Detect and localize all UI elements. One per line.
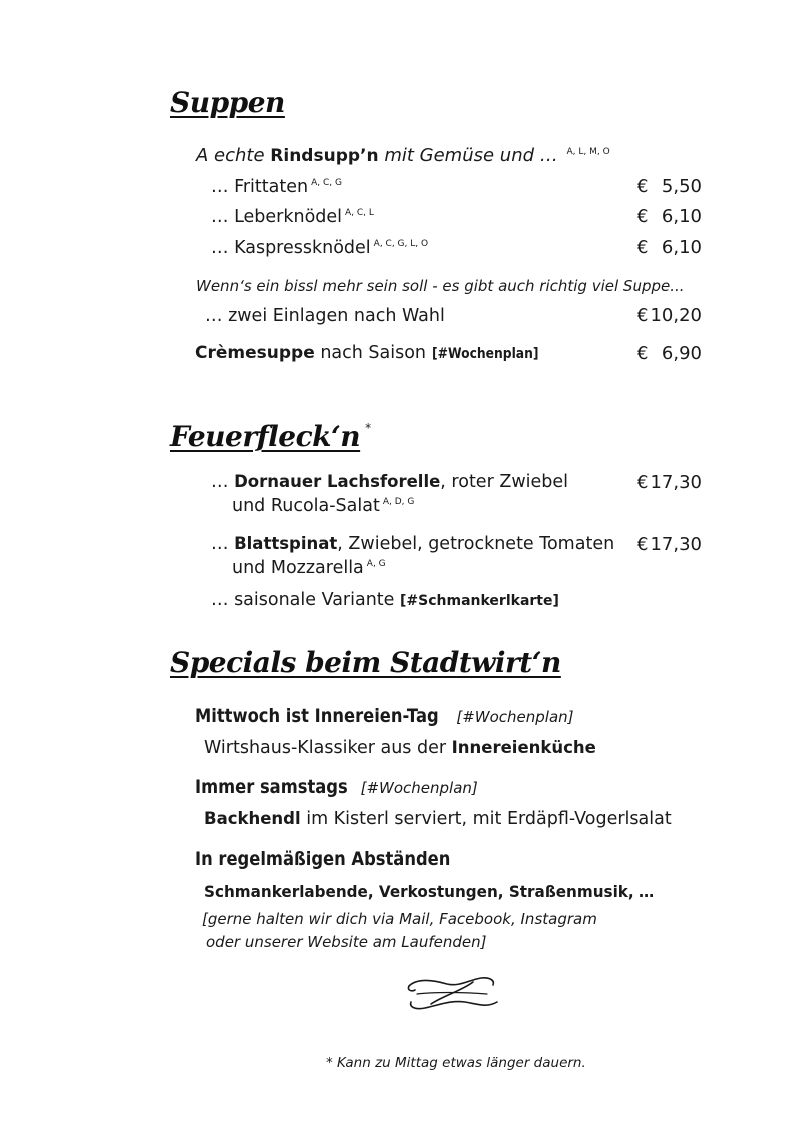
- menu-item-price: 6,90: [661, 343, 702, 364]
- special-heading-text: Immer samstags: [195, 776, 348, 798]
- menu-item-price: 10,20: [650, 305, 702, 326]
- menu-item-two-inserts: … zwei Einlagen nach Wahl: [205, 306, 445, 326]
- special-heading: [195, 705, 574, 727]
- menu-item-name: … Frittaten: [211, 177, 309, 197]
- special-text-post: im Kisterl serviert, mit Erdäpfl-Vogerlsalat: [306, 809, 672, 829]
- menu-item-allergens: A, G: [366, 559, 386, 569]
- special-text-pre: Wirtshaus-Klassiker aus der: [204, 738, 447, 758]
- menu-item-line2: [232, 496, 414, 516]
- special-tag: [#Wochenplan]: [456, 708, 574, 726]
- menu-item: [211, 207, 374, 227]
- item-prefix: …: [211, 534, 229, 554]
- menu-item-allergens: A, C, G: [311, 178, 342, 188]
- currency-symbol: €: [637, 237, 649, 258]
- special-text-bold: Backhendl: [204, 809, 301, 828]
- feuerfleck-asterisk: *: [365, 421, 372, 435]
- menu-item: [211, 177, 342, 197]
- menu-item-price: 5,50: [661, 176, 702, 197]
- flourish-ornament-icon: [403, 974, 501, 1012]
- item-line2: und Mozzarella: [232, 558, 364, 578]
- soup-more-note: Wenn‘s ein bissl mehr sein soll - es gibt auch richtig viel Suppe...: [196, 277, 685, 295]
- menu-item-allergens: A, C, G, L, O: [373, 239, 429, 249]
- soup-intro: [196, 145, 610, 166]
- special-text-bold: Schmankerlabende, Verkostungen, Straßenmusik, …: [204, 882, 655, 901]
- section-feuerfleck-heading: [170, 420, 371, 453]
- item-bold-name: Dornauer Lachsforelle: [234, 472, 441, 491]
- item-rest: , Zwiebel, getrocknete Tomaten: [337, 534, 615, 554]
- section-title-suppen: Suppen: [170, 86, 285, 119]
- menu-item-allergens: A, D, G: [382, 497, 415, 507]
- currency-symbol: €: [637, 176, 649, 197]
- menu-item-price: 6,10: [661, 237, 702, 258]
- seasonal-tag: [#Schmankerlkarte]: [400, 593, 559, 609]
- menu-item-line2: [232, 558, 386, 578]
- menu-item-price: 17,30: [650, 534, 702, 555]
- menu-item: [211, 238, 428, 258]
- special-text-bold: Innereienküche: [451, 738, 596, 757]
- menu-item-price: 17,30: [650, 472, 702, 493]
- menu-item-lachsforelle: [211, 472, 568, 492]
- cremesuppe-name: Crèmesuppe: [195, 343, 315, 363]
- special-note-line1: [gerne halten wir dich via Mail, Facebook, Instagram: [202, 910, 597, 928]
- currency-symbol: €: [637, 534, 649, 555]
- special-note-line2: oder unserer Website am Laufenden]: [206, 933, 487, 951]
- menu-item-cremesuppe: [195, 343, 553, 363]
- menu-item-price: 6,10: [661, 206, 702, 227]
- soup-intro-pre: A echte: [196, 145, 265, 166]
- item-prefix: …: [211, 472, 229, 492]
- section-title-specials: Specials beim Stadtwirt‘n: [170, 646, 561, 679]
- special-heading: [195, 848, 492, 870]
- currency-symbol: €: [637, 472, 649, 493]
- special-heading-text: Mittwoch ist Innereien-Tag: [195, 705, 439, 727]
- item-bold-name: Blattspinat: [234, 534, 338, 553]
- seasonal-text: … saisonale Variante: [211, 590, 395, 610]
- item-rest: , roter Zwiebel: [440, 472, 568, 492]
- special-text: [204, 738, 596, 758]
- section-title-feuerfleck: Feuerfleck‘n: [170, 420, 361, 453]
- currency-symbol: €: [637, 305, 649, 326]
- menu-item-blattspinat: [211, 534, 614, 554]
- special-heading: [195, 776, 478, 798]
- footnote: * Kann zu Mittag etwas länger dauern.: [326, 1055, 586, 1071]
- currency-symbol: €: [637, 343, 649, 364]
- menu-item-allergens: A, C, L: [345, 208, 374, 218]
- cremesuppe-tag: [#Wochenplan]: [431, 346, 539, 362]
- menu-item-name: … Kaspressknödel: [211, 238, 371, 258]
- soup-intro-allergens: A, L, M, O: [566, 147, 610, 157]
- item-line2: und Rucola-Salat: [232, 496, 380, 516]
- cremesuppe-text: nach Saison: [320, 343, 427, 363]
- soup-intro-bold: Rindsupp’n: [270, 146, 379, 166]
- soup-intro-post: mit Gemüse und …: [384, 145, 558, 166]
- menu-item-seasonal: [211, 590, 559, 610]
- special-text: [204, 882, 678, 901]
- special-heading-text: In regelmäßigen Abständen: [195, 848, 451, 870]
- currency-symbol: €: [637, 206, 649, 227]
- special-tag: [#Wochenplan]: [360, 779, 478, 797]
- menu-item-name: … Leberknödel: [211, 207, 343, 227]
- special-text: [204, 809, 672, 829]
